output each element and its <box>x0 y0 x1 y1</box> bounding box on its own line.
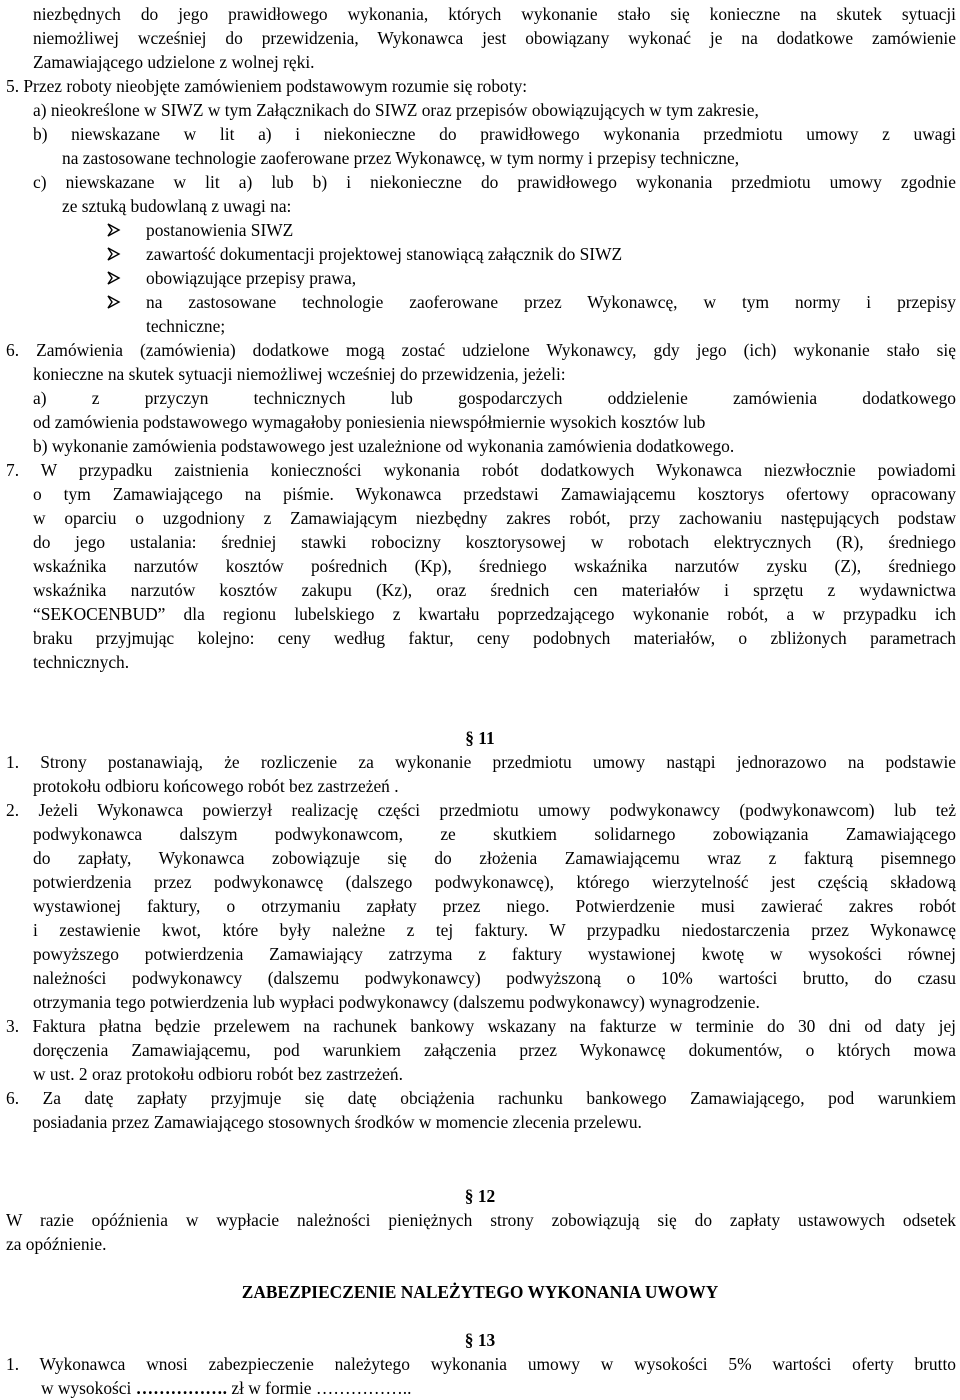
text-line: 1. Strony postanawiają, że rozliczenie za wykonanie przedmiotu umowy nastąpi jednorazowo na podstawie <box>6 752 956 772</box>
text-line: 3. Faktura płatna będzie przelewem na rachunek bankowy wskazany na fakturze w terminie do 30 dni od daty jej <box>6 1016 956 1036</box>
point-6 <box>0 338 960 458</box>
text-fragment: zł w formie …………….. <box>227 1378 412 1398</box>
continuation-paragraph <box>0 2 960 74</box>
bullet-text: obowiązujące przepisy prawa, <box>146 268 357 288</box>
text-line: wskaźnika narzutów kosztów zakupu (Kz), oraz średnich cen materiałów i sprzętu z wydawnictwa <box>33 580 956 600</box>
bullet-text: zawartość dokumentacji projektowej stanowiącą załącznik do SIWZ <box>146 244 623 264</box>
text-line: w ust. 2 oraz protokołu odbioru robót bez zastrzeżeń. <box>33 1064 403 1084</box>
text-line: podwykonawca dalszym podwykonawcom, ze skutkiem solidarnego zobowiązania Zamawiającego <box>33 824 956 844</box>
point-5-b-line1: b) niewskazane w lit a) i niekonieczne do prawidłowego wykonania przedmiotu umowy z uwagi <box>33 124 956 144</box>
point-5-heading: 5. Przez roboty nieobjęte zamówieniem podstawowym rozumie się roboty: <box>6 76 528 96</box>
text-line: wystawionej faktury, o otrzymaniu zapłaty przez niego. Potwierdzenie musi zawierać zakres robót <box>33 896 956 916</box>
text-fragment: w wysokości <box>41 1378 136 1398</box>
point-5-c-line1: c) niewskazane w lit a) lub b) i niekonieczne do prawidłowego wykonania przedmiotu umowy zgodnie <box>33 172 956 192</box>
bullet-text-continuation: techniczne; <box>146 316 226 336</box>
text-line: 2. Jeżeli Wykonawca powierzył realizację części przedmiotu umowy podwykonawcy (podwykonawcom) lub też <box>6 800 956 820</box>
text-line: 1. Wykonawca wnosi zabezpieczenie należytego wykonania umowy w wysokości 5% wartości oferty brutto <box>6 1354 956 1374</box>
arrow-bullet-icon <box>106 266 122 290</box>
text-line: 7. W przypadku zaistnienia konieczności wykonania robót dodatkowych Wykonawca niezwłocznie powiadomi <box>6 460 956 480</box>
text-line: a) z przyczyn technicznych lub gospodarczych oddzielenie zamówienia dodatkowego <box>33 388 956 408</box>
text-line: i zestawienie kwot, które były należne z tej faktury. W przypadku niedostarczenia przez Wykonawcę <box>33 920 956 940</box>
text-line: b) wykonanie zamówienia podstawowego jest uzależnione od wykonania zamówienia dodatkowego. <box>33 436 735 456</box>
section-13-title <box>0 1328 960 1352</box>
text-line: technicznych. <box>33 652 130 672</box>
text-line <box>6 1376 956 1400</box>
arrow-bullet-icon <box>106 290 122 314</box>
text-line: “SEKOCENBUD” dla regionu lubelskiego z kwartału poprzedzającego wykonanie robót, a w przypadku ich <box>33 604 956 624</box>
section-number: § 11 <box>465 728 495 748</box>
text-line: braku przyjmując kolejno: ceny według faktur, ceny podobnych materiałów, o zbliżonych parametrach <box>33 628 956 648</box>
bullet-item <box>0 242 956 266</box>
text-line: do zapłaty, Wykonawca zobowiązuje się do złożenia Zamawiającemu wraz z fakturą pisemnego <box>33 848 956 868</box>
point-5-a: a) nieokreślone w SIWZ w tym Załącznikach do SIWZ oraz przepisów obowiązujących w tym zakresie, <box>33 100 759 120</box>
text-line: do jego ustalania: średniej stawki robocizny kosztorysowej w robotach elektrycznych (R), średniego <box>33 532 956 552</box>
point-7 <box>0 458 960 674</box>
text-line: potwierdzenia przez podwykonawcę (dalszego podwykonawcę), którego wierzytelność jest częścią składową <box>33 872 956 892</box>
text-line: niezbędnych do jego prawidłowego wykonania, których wykonanie stało się konieczne na skutek sytuacji <box>33 4 956 24</box>
text-line: niemożliwej wcześniej do przewidzenia, Wykonawca jest obowiązany wykonać je na dodatkowe zamówienie <box>33 28 956 48</box>
section-11-title <box>0 726 960 750</box>
arrow-bullet-icon <box>106 242 122 266</box>
section-11 <box>0 750 960 1134</box>
text-line: o tym Zamawiającego na piśmie. Wykonawca przedstawi Zamawiającemu kosztorys ofertowy opracowany <box>33 484 956 504</box>
bullet-text: na zastosowane technologie zaoferowane przez Wykonawcę, w tym normy i przepisy <box>146 292 956 312</box>
bullet-item <box>0 218 956 242</box>
text-line: 6. Za datę zapłaty przyjmuje się datę obciążenia rachunku bankowego Zamawiającego, pod warunkiem <box>6 1088 956 1108</box>
text-line: wskaźnika narzutów kosztów pośrednich (Kp), średniego wskaźnika narzutów zysku (Z), średniego <box>33 556 956 576</box>
point-5 <box>0 74 960 218</box>
text-line: powyższego potwierdzenia Zamawiający zatrzyma z faktury wystawionej kwotę w wysokości równej <box>33 944 956 964</box>
text-line: 6. Zamówienia (zamówienia) dodatkowe mogą zostać udzielone Wykonawcy, gdy jego (ich) wykonanie stało się <box>6 340 956 360</box>
text-fragment-bold: ……………. <box>135 1378 227 1398</box>
section-number: § 12 <box>464 1186 496 1206</box>
text-line: od zamówienia podstawowego wymagałoby poniesienia niewspółmiernie wysokich kosztów lub <box>33 412 706 432</box>
text-line: w oparciu o uzgodniony z Zamawiającym niezbędny zakres robót, przy zachowaniu następujących podstaw <box>33 508 956 528</box>
arrow-bullet-icon <box>106 218 122 242</box>
bullet-text: postanowienia SIWZ <box>146 220 294 240</box>
section-number: § 13 <box>464 1330 496 1350</box>
text-line: Zamawiającego udzielone z wolnej ręki. <box>33 52 315 72</box>
bullet-list <box>0 218 960 338</box>
point-5-b-line2: na zastosowane technologie zaoferowane przez Wykonawcę, w tym normy i przepisy techniczne, <box>62 148 740 168</box>
point-5-c-line2: ze sztuką budowlaną z uwagi na: <box>62 196 292 216</box>
text-line: otrzymania tego potwierdzenia lub wypłaci podwykonawcy (dalszemu podwykonawcy) wynagrodzenie. <box>33 992 760 1012</box>
bullet-item <box>0 290 956 314</box>
text-line: należności podwykonawcy (dalszemu podwykonawcy) podwyższoną o 10% wartości brutto, do czasu <box>33 968 956 988</box>
section-12-title <box>0 1184 960 1208</box>
heading-text: ZABEZPIECZENIE NALEŻYTEGO WYKONANIA UWOWY <box>241 1282 719 1302</box>
text-line: doręczenia Zamawiającemu, pod warunkiem załączenia przez Wykonawcę dokumentów, o których mowa <box>33 1040 956 1060</box>
text-line: za opóźnienie. <box>6 1234 107 1254</box>
bullet-item <box>0 266 956 290</box>
text-line: konieczne na skutek sytuacji niemożliwej wcześniej do przewidzenia, jeżeli: <box>33 364 566 384</box>
section-13 <box>0 1352 960 1400</box>
section-heading <box>0 1280 960 1304</box>
text-line: protokołu odbioru końcowego robót bez zastrzeżeń . <box>33 776 399 796</box>
text-line: W razie opóźnienia w wypłacie należności pieniężnych strony zobowiązują się do zapłaty ustawowych odsetek <box>6 1210 956 1230</box>
text-line: posiadania przez Zamawiającego stosownych środków w momencie zlecenia przelewu. <box>33 1112 642 1132</box>
section-12 <box>0 1208 960 1256</box>
